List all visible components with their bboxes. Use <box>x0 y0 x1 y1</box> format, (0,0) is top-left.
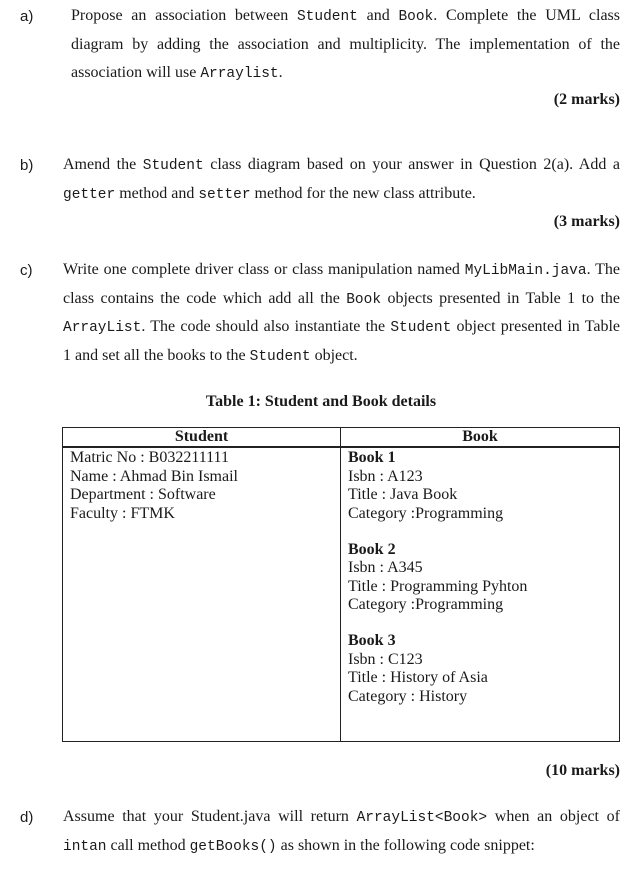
book-entry <box>348 632 613 706</box>
book-header: Book <box>341 428 620 448</box>
book-entry <box>348 449 613 523</box>
book-category: Category :Programming <box>348 504 504 522</box>
book-title: Title : History of Asia <box>348 669 488 686</box>
question-c-marks: (10 marks) <box>545 762 620 779</box>
question-a-line-2: diagram by adding the association and multiplicity. The implementation of the <box>71 35 620 53</box>
book-category: Category : History <box>348 687 468 705</box>
question-a-text <box>71 2 620 88</box>
book-category: Category :Programming <box>348 596 504 613</box>
student-name: Name : Ahmad Bin Ismail <box>70 467 238 485</box>
table-caption: Table 1: Student and Book details <box>205 393 437 410</box>
student-cell <box>63 447 341 742</box>
question-b-text <box>63 151 620 208</box>
book-isbn: Isbn : A345 <box>348 559 423 576</box>
question-b-label: b) <box>20 157 34 174</box>
student-header: Student <box>63 428 341 448</box>
question-d-line-1: Assume that your Student.java will return ArrayList<Book> when an object of <box>63 808 620 826</box>
question-d-label: d) <box>20 809 34 826</box>
book-title: Title : Java Book <box>348 486 458 503</box>
question-d-line-2: intan call method getBooks() as shown in the following code snippet: <box>63 836 535 855</box>
student-matric: Matric No : B032211111 <box>70 449 229 466</box>
student-department: Department : Software <box>70 486 216 503</box>
book-title: Title : Programming Pyhton <box>348 577 528 595</box>
question-c-label: c) <box>20 262 33 279</box>
question-c-line-1: Write one complete driver class or class manipulation named MyLibMain.java. The <box>63 261 620 279</box>
book-heading: Book 3 <box>348 632 396 649</box>
book-entry <box>348 541 613 615</box>
question-d-text <box>63 803 620 860</box>
book-isbn: Isbn : A123 <box>348 467 423 485</box>
question-c-line-4: 1 and set all the books to the Student object. <box>63 346 358 365</box>
book-cell <box>341 447 620 742</box>
question-a-marks: (2 marks) <box>553 91 620 108</box>
question-a-line-1: Propose an association between Student and Book. Complete the UML class <box>71 7 620 25</box>
question-b-line-1: Amend the Student class diagram based on your answer in Question 2(a). Add a <box>63 156 620 174</box>
book-heading: Book 2 <box>348 540 396 558</box>
question-a-line-3: association will use Arraylist. <box>71 64 283 83</box>
question-c-line-2: class contains the code which add all the Book objects presented in Table 1 to the <box>63 289 620 308</box>
question-a-label: a) <box>20 8 34 25</box>
book-isbn: Isbn : C123 <box>348 650 423 668</box>
book-heading: Book 1 <box>348 449 396 466</box>
student-faculty: Faculty : FTMK <box>70 504 175 522</box>
question-b-marks: (3 marks) <box>553 213 620 230</box>
student-book-table <box>62 427 620 742</box>
question-b-line-2: getter method and setter method for the new class attribute. <box>63 184 476 203</box>
question-c-text <box>63 256 620 370</box>
question-c-line-3: ArrayList. The code should also instantiate the Student object presented in Table <box>63 318 620 337</box>
